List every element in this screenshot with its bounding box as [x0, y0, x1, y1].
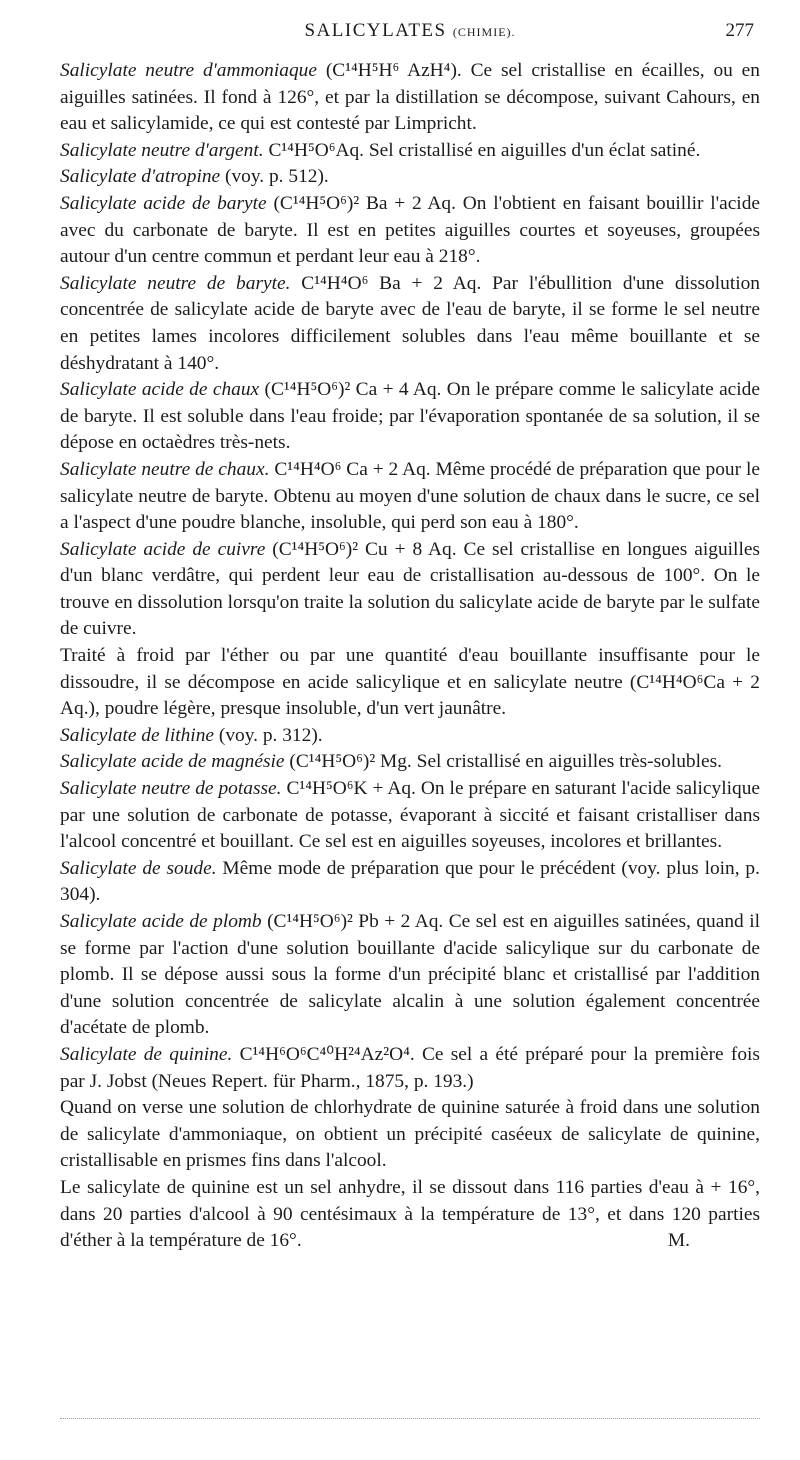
entry-text: Ce sel est en aiguilles satinées, quand il se forme par l'action d'une solution bouillante d'acide salicylique sur du carbonate de plomb. Il se dépose aussi sous la forme d'un précipité blanc et cristallisé par l'addition d'une solution concentrée de salicylate alcalin à une solution également concentrée d'acétate de plomb.: [60, 911, 760, 1039]
paragraph-quinine-solubilite: [60, 1175, 760, 1255]
entry-title: Salicylate acide de cuivre: [60, 538, 266, 560]
entry-formula: (C¹⁴H⁵O⁶)² Cu + 8 Aq.: [272, 538, 457, 560]
entry-title: Salicylate neutre d'ammoniaque: [60, 60, 317, 81]
entry-formula: (C¹⁴H⁵O⁶)² Ca + 4 Aq.: [264, 379, 442, 401]
entry-plomb-acide: [60, 909, 760, 1042]
entry-text: (voy. p. 512).: [225, 166, 329, 188]
entry-argent: [60, 138, 760, 165]
running-title-subtitle: (CHIMIE).: [452, 25, 516, 39]
entry-baryte-neutre: [60, 271, 760, 377]
entry-formula: C¹⁴H⁴O⁶ Ca + 2 Aq.: [274, 458, 431, 480]
author-signature: M.: [667, 1230, 690, 1252]
entry-formula: (C¹⁴H⁵O⁶)² Ba + 2 Aq.: [273, 192, 456, 214]
entry-title: Salicylate acide de plomb: [60, 911, 262, 932]
running-title: [60, 20, 760, 42]
entry-title: Salicylate neutre de chaux.: [60, 458, 270, 480]
paragraph-text: Le salicylate de quinine est un sel anhydre, il se dissout dans 116 parties d'eau à + 16°, dans 20 parties d'alcool à 90 centésimaux à la température de 13°, et dans 120 parties d'éther à la température de 16°.: [60, 1176, 760, 1252]
entry-magnesie: [60, 749, 760, 776]
paragraph-cuivre-traite: [60, 643, 760, 723]
entry-text: (voy. p. 312).: [218, 724, 323, 746]
paragraph-text: Quand on verse une solution de chlorhydrate de quinine saturée à froid dans une solution de salicylate d'ammoniaque, on obtient un précipité caséeux de salicylate de quinine, cristallisable en prismes fins dans l'alcool.: [60, 1097, 760, 1172]
entry-potasse: [60, 776, 760, 856]
entry-text: Ce sel a été préparé pour la première fois par J. Jobst (Neues Repert. für Pharm., 1875, p. 193.): [60, 1043, 760, 1092]
entry-ammoniaque: [60, 58, 760, 138]
entry-title: Salicylate de quinine.: [60, 1043, 233, 1065]
entry-text: Même procédé de préparation que pour le salicylate neutre de baryte. Obtenu au moyen d'une solution de chaux dans le sucre, ce sel a l'aspect d'une poudre blanche, insoluble, qui perd son eau à 180°.: [60, 458, 760, 534]
entry-title: Salicylate acide de chaux: [60, 379, 260, 401]
entry-formula: (C¹⁴H⁵H⁶ AzH⁴).: [325, 60, 462, 81]
entry-atropine: [60, 164, 760, 191]
footer-dotted-rule: [60, 1418, 760, 1419]
entry-title: Salicylate acide de magnésie: [60, 751, 285, 773]
entry-soude: [60, 856, 760, 909]
entry-formula: C¹⁴H⁵O⁶Aq.: [268, 139, 365, 161]
entry-text: Même mode de préparation que pour le précédent (voy. plus loin, p. 304).: [60, 857, 760, 906]
entry-quinine: [60, 1042, 760, 1095]
entry-formula: (C¹⁴H⁵O⁶)² Mg.: [289, 751, 412, 773]
entry-title: Salicylate d'atropine: [60, 166, 221, 188]
page-header: [60, 20, 760, 52]
entry-chaux-acide: [60, 377, 760, 457]
entry-formula: C¹⁴H⁶O⁶C⁴⁰H²⁴Az²O⁴.: [239, 1043, 415, 1065]
paragraph-quinine-preparation: [60, 1095, 760, 1175]
entry-chaux-neutre: [60, 457, 760, 537]
page-number: 277: [725, 20, 754, 41]
entry-text: Sel cristallisé en aiguilles d'un éclat satiné.: [368, 139, 701, 161]
entry-title: Salicylate neutre de potasse.: [60, 778, 282, 800]
entry-text: Sel cristallisé en aiguilles très-solubles.: [416, 751, 722, 773]
entry-title: Salicylate acide de baryte: [60, 192, 267, 214]
entry-text: On le prépare en saturant l'acide salicylique par une solution de carbonate de potasse, évaporant à siccité et faisant cristalliser dans l'alcool concentré et bouillant. Ce sel est en aiguilles soyeuses, incolores et brillantes.: [60, 778, 761, 853]
entry-baryte-acide: [60, 191, 760, 271]
entry-text: Ce sel cristallise en écailles, ou en aiguilles satinées. Il fond à 126°, et par la distillation se décompose, suivant Cahours, en eau et salicylamide, ce qui est contesté par Limpricht.: [60, 60, 760, 135]
entry-formula: (C¹⁴H⁵O⁶)² Pb + 2 Aq.: [267, 911, 444, 932]
entry-text: On l'obtient en faisant bouillir l'acide avec du carbonate de baryte. Il est en petites aiguilles courtes et soyeuses, groupées autour d'un centre commun et perdant leur eau à 218°.: [60, 192, 760, 268]
body-text: [60, 58, 760, 1255]
running-title-main: SALICYLATES: [304, 20, 447, 41]
paragraph-text: Traité à froid par l'éther ou par une quantité d'eau bouillante insuffisante pour le dissoudre, il se décompose en acide salicylique et en salicylate neutre (C¹⁴H⁴O⁶Ca + 2 Aq.), poudre légère, presque insoluble, d'un vert jaunâtre.: [60, 645, 760, 720]
entry-formula: C¹⁴H⁴O⁶ Ba + 2 Aq.: [301, 272, 482, 294]
entry-lithine: [60, 723, 760, 750]
entry-title: Salicylate de soude.: [60, 857, 217, 879]
entry-title: Salicylate de lithine: [60, 724, 214, 746]
entry-cuivre-acide: [60, 537, 760, 643]
entry-text: Ce sel cristallise en longues aiguilles d'un blanc verdâtre, qui perdent leur eau de cristallisation au-dessous de 100°. On le trouve en dissolution lorsqu'on traite la solution du salicylate acide de baryte par le sulfate de cuivre.: [60, 538, 760, 640]
entry-text: Par l'ébullition d'une dissolution concentrée de salicylate acide de baryte avec de l'eau de baryte, il se forme le sel neutre en petites lames incolores difficilement solubles dans l'eau même bouillante et se déshydratant à 140°.: [60, 272, 760, 374]
entry-title: Salicylate neutre d'argent.: [60, 139, 264, 161]
entry-formula: C¹⁴H⁵O⁶K + Aq.: [286, 778, 416, 800]
entry-title: Salicylate neutre de baryte.: [60, 272, 291, 294]
entry-text: On le prépare comme le salicylate acide de baryte. Il est soluble dans l'eau froide; par l'évaporation spontanée de sa solution, il se dépose en octaèdres très-nets.: [60, 379, 760, 454]
